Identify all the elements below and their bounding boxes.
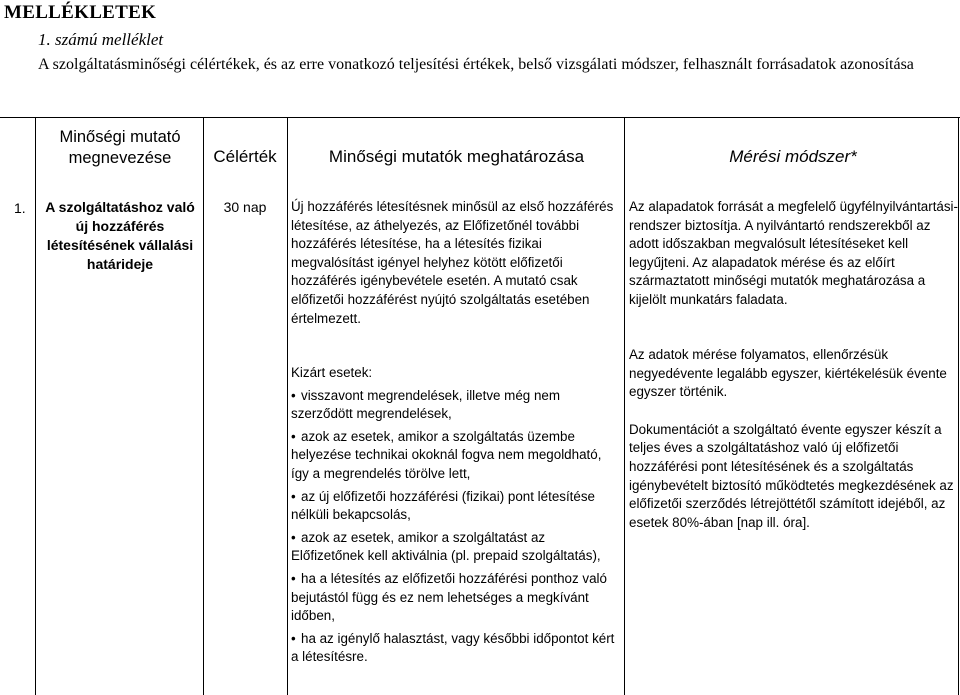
- bullet-icon: •: [291, 630, 296, 646]
- annex-title: 1. számú melléklet: [38, 30, 164, 49]
- header-indicator-definition: Minőségi mutatók meghatározása: [328, 147, 585, 166]
- quality-table: [0, 117, 960, 695]
- column-divider: [624, 117, 625, 695]
- column-divider: [203, 117, 204, 695]
- column-divider: [35, 117, 36, 695]
- bullet-icon: •: [291, 488, 296, 504]
- list-item: • ha a létesítés az előfizetői hozzáférési ponthoz való bejutástól függ és ez nem lehetséges a megkívánt időben,: [291, 570, 607, 624]
- method-continuation: [629, 346, 959, 551]
- document-title: MELLÉKLETEK: [4, 2, 157, 23]
- row-number: 1.: [14, 200, 26, 216]
- list-item: • azok az esetek, amikor a szolgáltatást az Előfizetőnek kell aktiválnia (pl. prepaid szolgáltatás),: [291, 529, 601, 564]
- header-measurement-method: Mérési módszer*: [729, 147, 857, 166]
- list-item: • azok az esetek, amikor a szolgáltatás üzembe helyezése technikai okoknál fogva nem megoldható, így a megrendelés törölve lett,: [291, 428, 602, 481]
- bullet-icon: •: [291, 428, 296, 444]
- method-paragraph: Az adatok mérése folyamatos, ellenőrzésük negyedévente legalább egyszer, kiértékelésük évente egyszer történik.: [629, 347, 947, 400]
- bullet-icon: •: [291, 387, 296, 403]
- exclusions-list: [291, 387, 619, 667]
- row-target-value: 30 nap: [223, 199, 267, 215]
- list-item: • az új előfizetői hozzáférési (fizikai) pont létesítése nélküli bekapcsolás,: [291, 488, 595, 523]
- list-item: • visszavont megrendelések, illetve még nem szerződött megrendelések,: [291, 387, 561, 422]
- table-top-border: [0, 117, 960, 118]
- row-indicator-name: A szolgáltatáshoz való új hozzáférés létesítésének vállalási határideje: [45, 199, 195, 272]
- exclusions-block: [291, 364, 619, 671]
- row-method: Az alapadatok forrását a megfelelő ügyfélnyilvántartási-rendszer biztosítja. A nyilvántartó rendszerekből az adott időszakban megvalósult létesítéseket kell legyűjteni. Az alapadatok mérése és az előírt származtatott minőségi mutatók meghatározása a kijelölt munkatárs faladata.: [629, 199, 958, 307]
- list-item: • ha az igénylő halasztást, vagy későbbi időpontot kért a létesítésre.: [291, 630, 615, 665]
- column-divider: [287, 117, 288, 695]
- header-target-value: Célérték: [213, 147, 277, 166]
- row-definition: Új hozzáférés létesítésnek minősül az első hozzáférés létesítése, az áthelyezés, az Előfizetőnél további hozzáférés létesítése, ha a létesítés fizikai megvalósítást igényel helyhez kötött előfizetői hozzáférés igénybevétele esetén. A mutató csak előfizetői hozzáférést nyújtó szolgáltatás esetében értelmezett.: [291, 199, 614, 326]
- header-indicator-name: Minőségi mutató megnevezése: [59, 128, 181, 167]
- bullet-icon: •: [291, 529, 296, 545]
- annex-description: A szolgáltatásminőségi célértékek, és az erre vonatkozó teljesítési értékek, belső vizsgálati módszer, felhasznált forrásadatok azonosítása: [38, 56, 914, 73]
- bullet-icon: •: [291, 570, 296, 586]
- exclusions-title: Kizárt esetek:: [291, 365, 373, 380]
- method-paragraph: Dokumentációt a szolgáltató évente egyszer készít a teljes éves a szolgáltatáshoz való új előfizetői hozzáférési pont létesítésének és a szolgáltatás igénybevételt biztosító működtetés megkezdésének az előfizetői szerződés létrejöttétől számított idejéből, az esetek 80%-ában [nap ill. óra].: [629, 421, 954, 530]
